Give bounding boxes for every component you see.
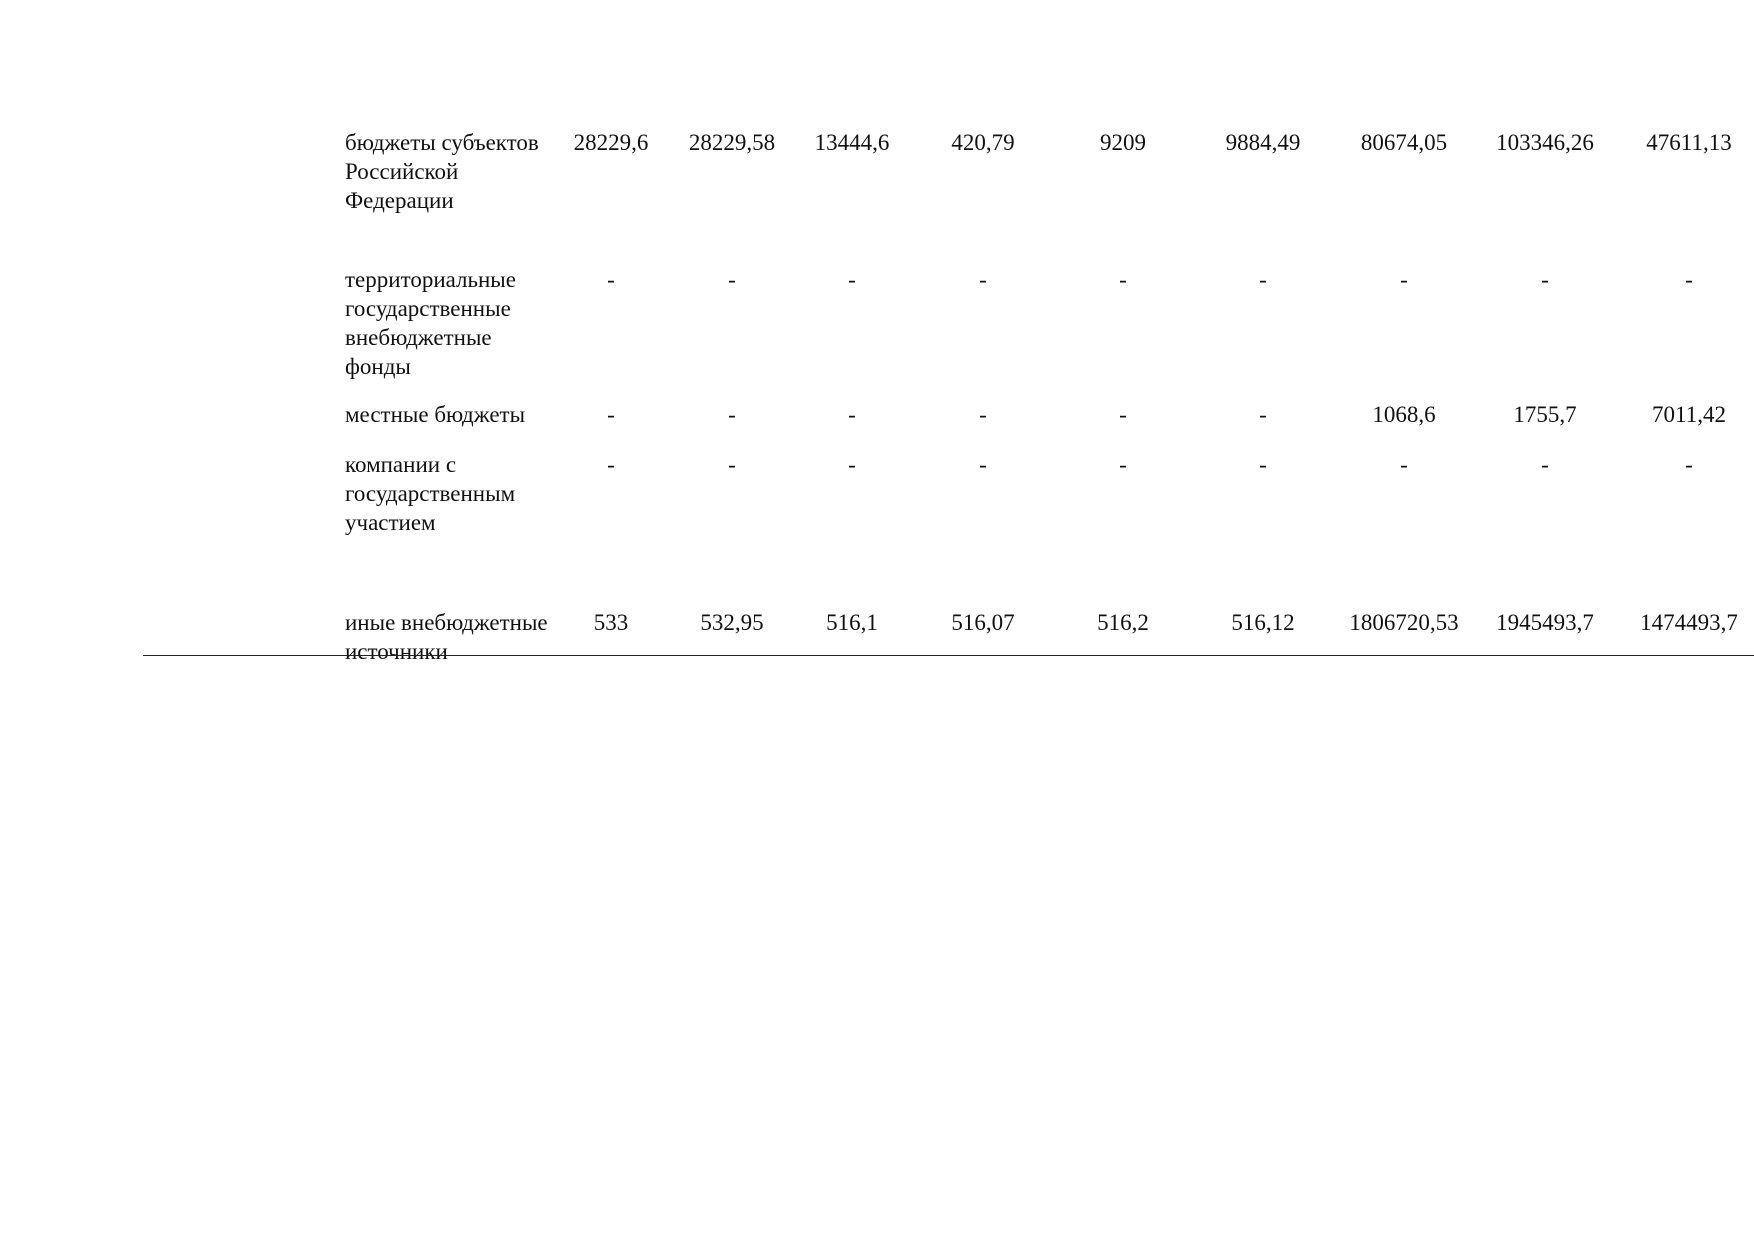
value-cell: 103346,26: [1496, 130, 1594, 155]
value-cell: 533: [593, 610, 629, 635]
table-bottom-rule: [143, 655, 1754, 656]
value-cell: -: [607, 402, 615, 427]
value-cell: 80674,05: [1360, 130, 1448, 155]
value-cell: 28229,58: [688, 130, 776, 155]
value-cell: -: [1259, 267, 1267, 292]
row-label: местные бюджеты: [345, 402, 526, 427]
value-cell: 28229,6: [573, 130, 649, 155]
value-cell: -: [1119, 452, 1127, 477]
value-cell: 516,1: [826, 610, 878, 635]
row-label: иные внебюджетные источники: [345, 610, 548, 664]
value-cell: -: [1259, 402, 1267, 427]
value-cell: -: [728, 452, 736, 477]
value-cell: 516,12: [1231, 610, 1295, 635]
value-cell: -: [1541, 452, 1549, 477]
table-row: [0, 450, 1754, 538]
value-cell: 47611,13: [1646, 130, 1732, 155]
value-cell: 7011,42: [1652, 402, 1726, 427]
value-cell: -: [848, 402, 856, 427]
value-cell: -: [607, 452, 615, 477]
value-cell: 516,07: [951, 610, 1015, 635]
value-cell: -: [1259, 452, 1267, 477]
value-cell: 516,2: [1097, 610, 1149, 635]
row-label: бюджеты субъектов Российской Федерации: [345, 130, 539, 213]
value-cell: 13444,6: [814, 130, 890, 155]
table-row: [0, 608, 1754, 696]
value-cell: -: [607, 267, 615, 292]
value-cell: -: [979, 267, 987, 292]
value-cell: 420,79: [951, 130, 1015, 155]
value-cell: -: [1400, 452, 1408, 477]
value-cell: -: [1685, 267, 1693, 292]
value-cell: -: [1119, 402, 1127, 427]
value-cell: -: [848, 452, 856, 477]
value-cell: 532,95: [700, 610, 764, 635]
table-row: [0, 400, 1754, 430]
value-cell: 1806720,53: [1349, 610, 1459, 635]
value-cell: 1755,7: [1513, 402, 1577, 427]
value-cell: -: [979, 452, 987, 477]
value-cell: -: [848, 267, 856, 292]
value-cell: 1474493,7: [1640, 610, 1738, 635]
value-cell: -: [1541, 267, 1549, 292]
table-row: [0, 128, 1754, 244]
table-row: [0, 265, 1754, 381]
row-label: компании с государственным участием: [345, 452, 516, 535]
value-cell: -: [728, 402, 736, 427]
value-cell: 1068,6: [1372, 402, 1436, 427]
row-label: территориальные государственные внебюджетные фонды: [345, 267, 516, 379]
value-cell: -: [1685, 452, 1693, 477]
value-cell: 9209: [1100, 130, 1146, 155]
value-cell: 1945493,7: [1496, 610, 1594, 635]
value-cell: -: [1119, 267, 1127, 292]
value-cell: -: [979, 402, 987, 427]
value-cell: 9884,49: [1225, 130, 1301, 155]
value-cell: -: [1400, 267, 1408, 292]
value-cell: -: [728, 267, 736, 292]
